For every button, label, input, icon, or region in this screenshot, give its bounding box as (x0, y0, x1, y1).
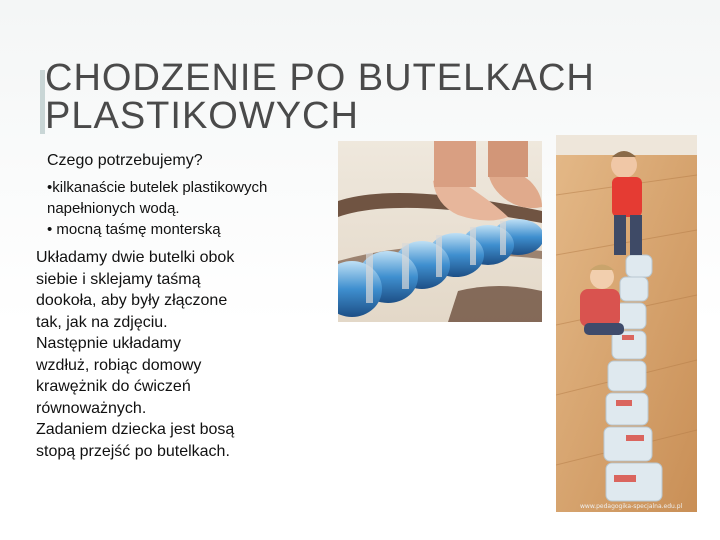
instructions-line: równoważnych. (36, 399, 147, 417)
photo-caption: www.pedagogika-specjalna.edu.pl (580, 503, 683, 510)
title-line-1: CHODZENIE PO BUTELKACH (45, 57, 595, 100)
needs-line: •kilkanaście butelek plastikowych (47, 179, 268, 196)
instructions-line: dookoła, aby były złączone (36, 292, 228, 309)
instructions-line: tak, jak na zdjęciu. (36, 313, 168, 331)
instructions-line: wzdłuż, robiąc domowy (36, 356, 202, 374)
page-title (45, 57, 705, 138)
instructions-line: stopą przejść po butelkach. (36, 442, 230, 460)
children-bottle-path-photo (556, 135, 697, 512)
instructions-line: siebie i sklejamy taśmą (36, 270, 201, 288)
needs-line: napełnionych wodą. (47, 200, 180, 217)
instructions-line: Układamy dwie butelki obok (36, 249, 235, 266)
instructions-line: krawężnik do ćwiczeń (36, 378, 191, 395)
children-path-illustration (556, 135, 697, 512)
needs-line: • mocną taśmę monterską (47, 221, 221, 238)
instructions-line: Zadaniem dziecka jest bosą (36, 421, 235, 438)
bottles-feet-illustration (338, 141, 542, 322)
title-line-2: PLASTIKOWYCH (45, 95, 359, 138)
instructions-line: Następnie układamy (36, 335, 181, 352)
needs-list (47, 177, 337, 240)
section-subtitle: Czego potrzebujemy? (47, 152, 203, 169)
bottles-feet-photo (338, 141, 542, 322)
instructions-text (36, 247, 286, 462)
